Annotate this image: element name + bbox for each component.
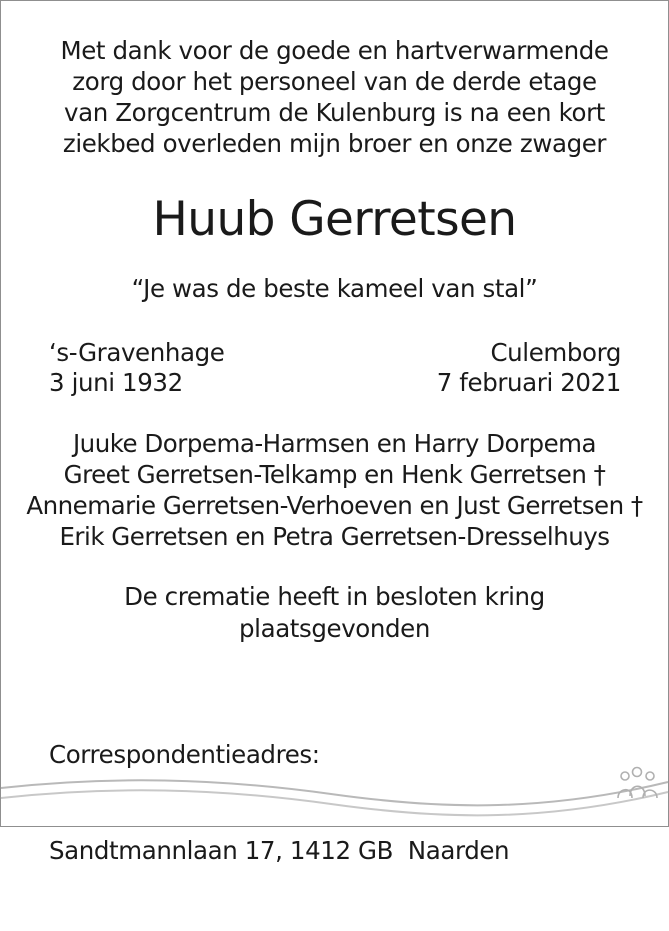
family-line: Juuke Dorpema-Harmsen en Harry Dorpema: [72, 429, 597, 458]
cremation-notice: [1, 581, 668, 645]
cremation-line: plaatsgevonden: [239, 614, 430, 643]
birth-info: [49, 338, 224, 398]
intro-text: [21, 35, 648, 159]
death-place: Culemborg: [490, 338, 621, 367]
death-info: [437, 338, 621, 398]
address-label: Correspondentieadres:: [49, 740, 320, 769]
address-value: Sandtmannlaan 17, 1412 GB Naarden: [49, 836, 510, 865]
family-line: Greet Gerretsen-Telkamp en Henk Gerretsen †: [63, 460, 606, 489]
family-list: [11, 428, 658, 552]
intro-line: Met dank voor de goede en hartverwarmende: [60, 36, 609, 65]
death-date: 7 februari 2021: [436, 368, 621, 397]
quote: “Je was de beste kameel van stal”: [131, 274, 538, 303]
birth-date: 3 juni 1932: [49, 368, 183, 397]
family-line: Erik Gerretsen en Petra Gerretsen-Dresselhuys: [59, 522, 610, 551]
intro-line: ziekbed overleden mijn broer en onze zwager: [62, 129, 607, 158]
birth-place: ‘s-Gravenhage: [49, 338, 225, 367]
deceased-name: Huub Gerretsen: [152, 192, 517, 247]
decorative-wave: [1, 736, 668, 826]
intro-line: van Zorgcentrum de Kulenburg is na een kort: [64, 98, 605, 127]
family-line: Annemarie Gerretsen-Verhoeven en Just Gerretsen †: [26, 491, 643, 520]
people-group-logo-icon: [618, 768, 657, 799]
intro-line: zorg door het personeel van de derde etage: [72, 67, 597, 96]
cremation-line: De crematie heeft in besloten kring: [124, 582, 545, 611]
wave-line: [1, 780, 668, 805]
